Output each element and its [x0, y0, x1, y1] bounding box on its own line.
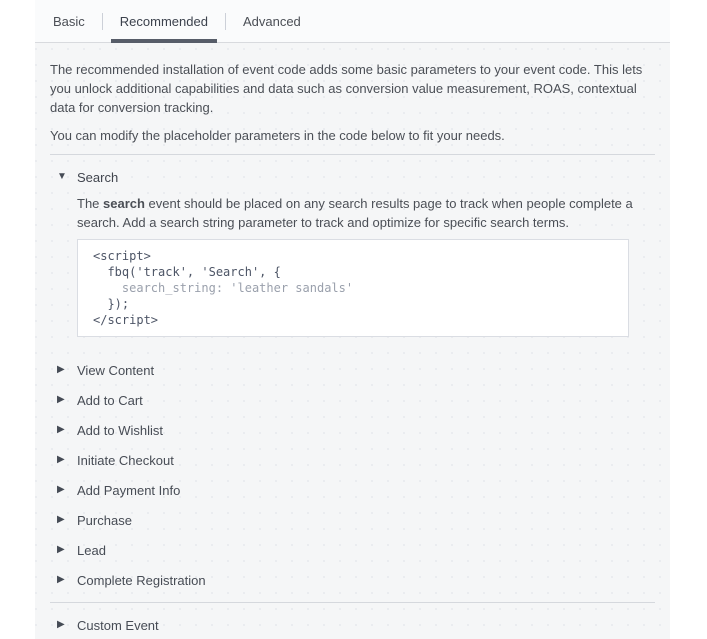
search-description: [77, 194, 655, 232]
code-line: });: [93, 297, 130, 311]
tab-recommended[interactable]: Recommended: [103, 0, 225, 42]
tab-basic[interactable]: Basic: [53, 13, 85, 29]
code-line: fbq('track', 'Search', {: [93, 265, 281, 279]
event-item-initiate-checkout[interactable]: [50, 445, 655, 475]
event-item-label: Initiate Checkout: [77, 452, 174, 468]
triangle-right-icon: ▶: [57, 454, 65, 465]
tab-panel-recommended: [35, 43, 670, 639]
event-item-label: Add Payment Info: [77, 482, 181, 498]
event-item-label: Custom Event: [77, 617, 159, 633]
event-item-complete-registration[interactable]: [50, 565, 655, 595]
event-list: [50, 355, 655, 595]
search-description-suffix: event should be placed on any search results page to track when people complete a search. Add a search string parameter to track and optimize for specific search terms.: [77, 196, 633, 230]
intro-paragraph-2: You can modify the placeholder parameters in the code below to fit your needs.: [50, 128, 505, 143]
triangle-down-icon: ▼: [57, 171, 67, 182]
code-line-placeholder-parameter: search_string: 'leather sandals': [93, 281, 354, 295]
search-section-title: Search: [77, 169, 119, 185]
triangle-right-icon: ▶: [57, 394, 65, 405]
event-item-label: Add to Wishlist: [77, 422, 163, 438]
triangle-right-icon: ▶: [57, 484, 65, 495]
event-item-lead[interactable]: [50, 535, 655, 565]
intro-paragraph-1: The recommended installation of event code adds some basic parameters to your event code. This lets you unlock additional capabilities and data such as conversion value measurement, ROAS, contextual data for conversion tracking.: [50, 62, 643, 115]
code-line: <script>: [93, 249, 151, 263]
event-item-purchase[interactable]: [50, 505, 655, 535]
event-item-label: Purchase: [77, 512, 132, 528]
event-item-label: Add to Cart: [77, 392, 143, 408]
search-description-prefix: The: [77, 196, 104, 211]
triangle-right-icon: ▶: [57, 364, 65, 375]
divider: [50, 602, 655, 603]
event-item-add-to-wishlist[interactable]: [50, 415, 655, 445]
search-section-header[interactable]: [50, 167, 655, 187]
event-code-setup-panel: [35, 0, 670, 639]
event-item-view-content[interactable]: [50, 355, 655, 385]
triangle-right-icon: ▶: [57, 544, 65, 555]
event-item-label: Lead: [77, 542, 106, 558]
section-search: [50, 155, 655, 337]
search-description-bold: search: [103, 196, 145, 211]
triangle-right-icon: ▶: [57, 424, 65, 435]
event-item-label: Complete Registration: [77, 572, 206, 588]
event-item-label: View Content: [77, 362, 155, 378]
event-item-add-to-cart[interactable]: [50, 385, 655, 415]
triangle-right-icon: ▶: [57, 574, 65, 585]
code-block: [77, 239, 629, 337]
event-item-custom-event[interactable]: [50, 610, 655, 639]
tab-advanced[interactable]: Advanced: [242, 13, 301, 29]
event-item-add-payment-info[interactable]: [50, 475, 655, 505]
triangle-right-icon: ▶: [57, 514, 65, 525]
code-line: </script>: [93, 313, 159, 327]
triangle-right-icon: ▶: [57, 619, 65, 630]
tab-bar: [35, 0, 670, 43]
